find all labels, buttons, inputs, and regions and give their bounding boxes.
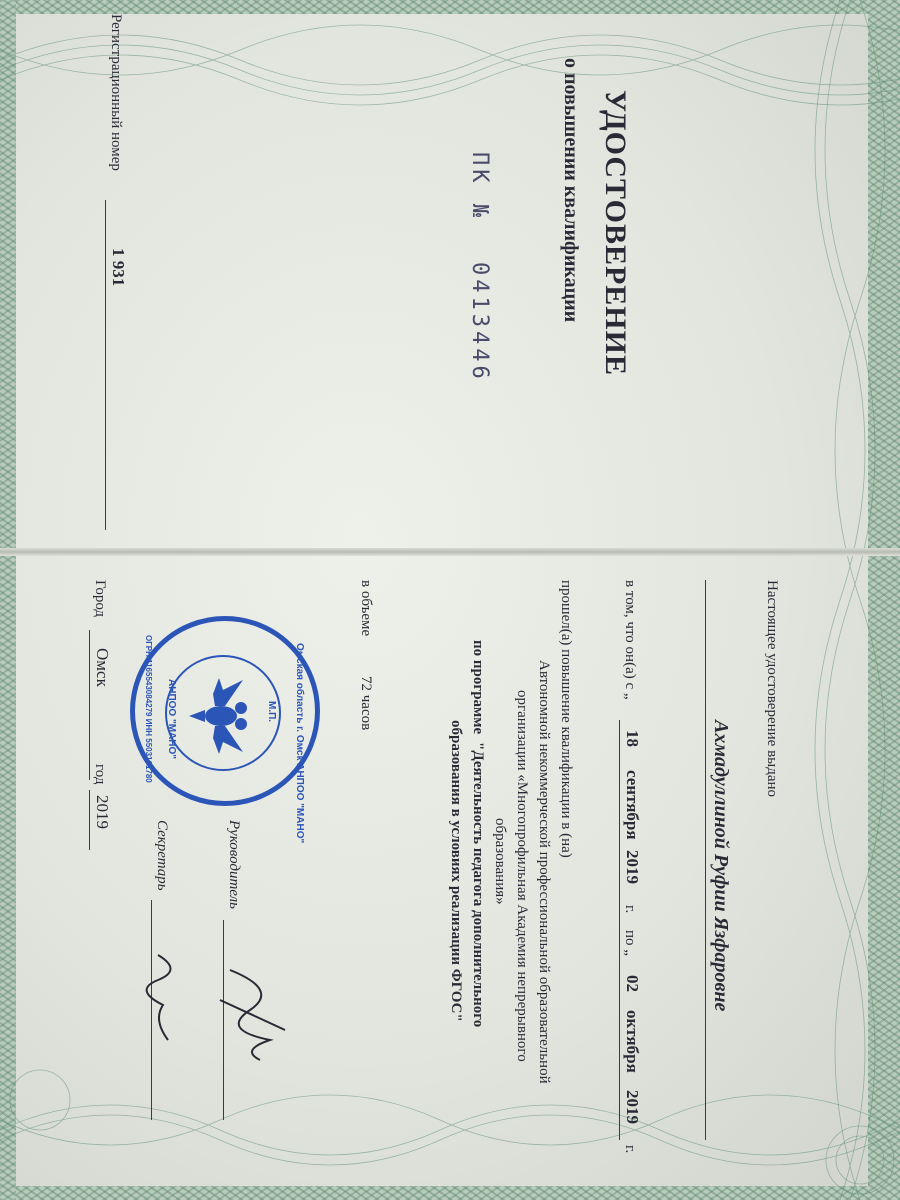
program-line-2: образования в условиях реализации ФГОС" <box>448 720 464 1022</box>
organization-line-1: Автономной некоммерческой профессиональной образовательной <box>536 660 552 1084</box>
year-value: 2019 <box>93 795 112 829</box>
secretary-signature <box>138 950 188 1050</box>
serial-prefix: ПК № <box>467 152 492 221</box>
issued-label: Настоящее удостоверение выдано <box>764 580 780 798</box>
period-underline <box>619 720 620 1140</box>
recipient-name: Ахмадуллиной Руфии Язфаровне <box>710 720 732 1012</box>
organization-line-3: образования» <box>492 818 508 905</box>
end-month: октября <box>623 1010 642 1073</box>
registration-label: Регистрационный номер <box>108 14 124 171</box>
director-signature <box>210 960 290 1070</box>
serial-number: 0413446 <box>467 262 492 383</box>
stamp-ogrn-text: ОГРН 1165543084279 ИНН 5503161780 <box>144 635 153 783</box>
start-month: сентября <box>623 770 642 840</box>
volume-label: в объеме <box>358 580 374 637</box>
organization-line-2: организации «Многопрофильная Академия непрерывного <box>514 690 530 1062</box>
director-label: Руководитель <box>226 820 242 909</box>
start-day: 18 <box>623 730 642 747</box>
registration-underline <box>105 200 106 530</box>
volume-value: 72 часов <box>358 676 374 731</box>
end-year-suffix: г. <box>622 1145 638 1154</box>
official-stamp <box>130 616 320 844</box>
city-value: Омск <box>93 648 112 687</box>
stamp-outer-text: Омская область г. Омск АНПОО "МАНО" <box>294 643 305 844</box>
to-label: по „ <box>622 930 638 956</box>
start-year-suffix: г. <box>622 905 638 914</box>
start-year: 2019 <box>623 850 642 884</box>
program-label: по программе <box>470 640 486 735</box>
certificate-subtitle: о повышении квалификации <box>560 58 582 323</box>
end-day: 02 <box>623 975 642 992</box>
certificate-title: УДОСТОВЕРЕНИЕ <box>599 90 632 376</box>
city-underline <box>89 630 90 780</box>
program-line-1: "Деятельность педагога дополнительного <box>470 742 486 1028</box>
recipient-underline <box>705 580 706 1140</box>
end-year: 2019 <box>623 1090 642 1124</box>
stamp-mp-text: М.П. <box>266 701 277 723</box>
period-prefix: в том, что он(а) с „ <box>622 580 638 700</box>
year-label: год <box>92 764 108 785</box>
passed-label: прошел(а) повышение квалификации в (на) <box>558 580 574 858</box>
eagle-emblem-icon <box>183 676 263 756</box>
registration-number: 1 931 <box>109 248 128 287</box>
year-underline <box>89 790 90 850</box>
city-label: Город <box>92 580 108 618</box>
stamp-center-text: АНПОО "МАНО" <box>166 679 177 759</box>
secretary-label: Секретарь <box>154 820 170 891</box>
